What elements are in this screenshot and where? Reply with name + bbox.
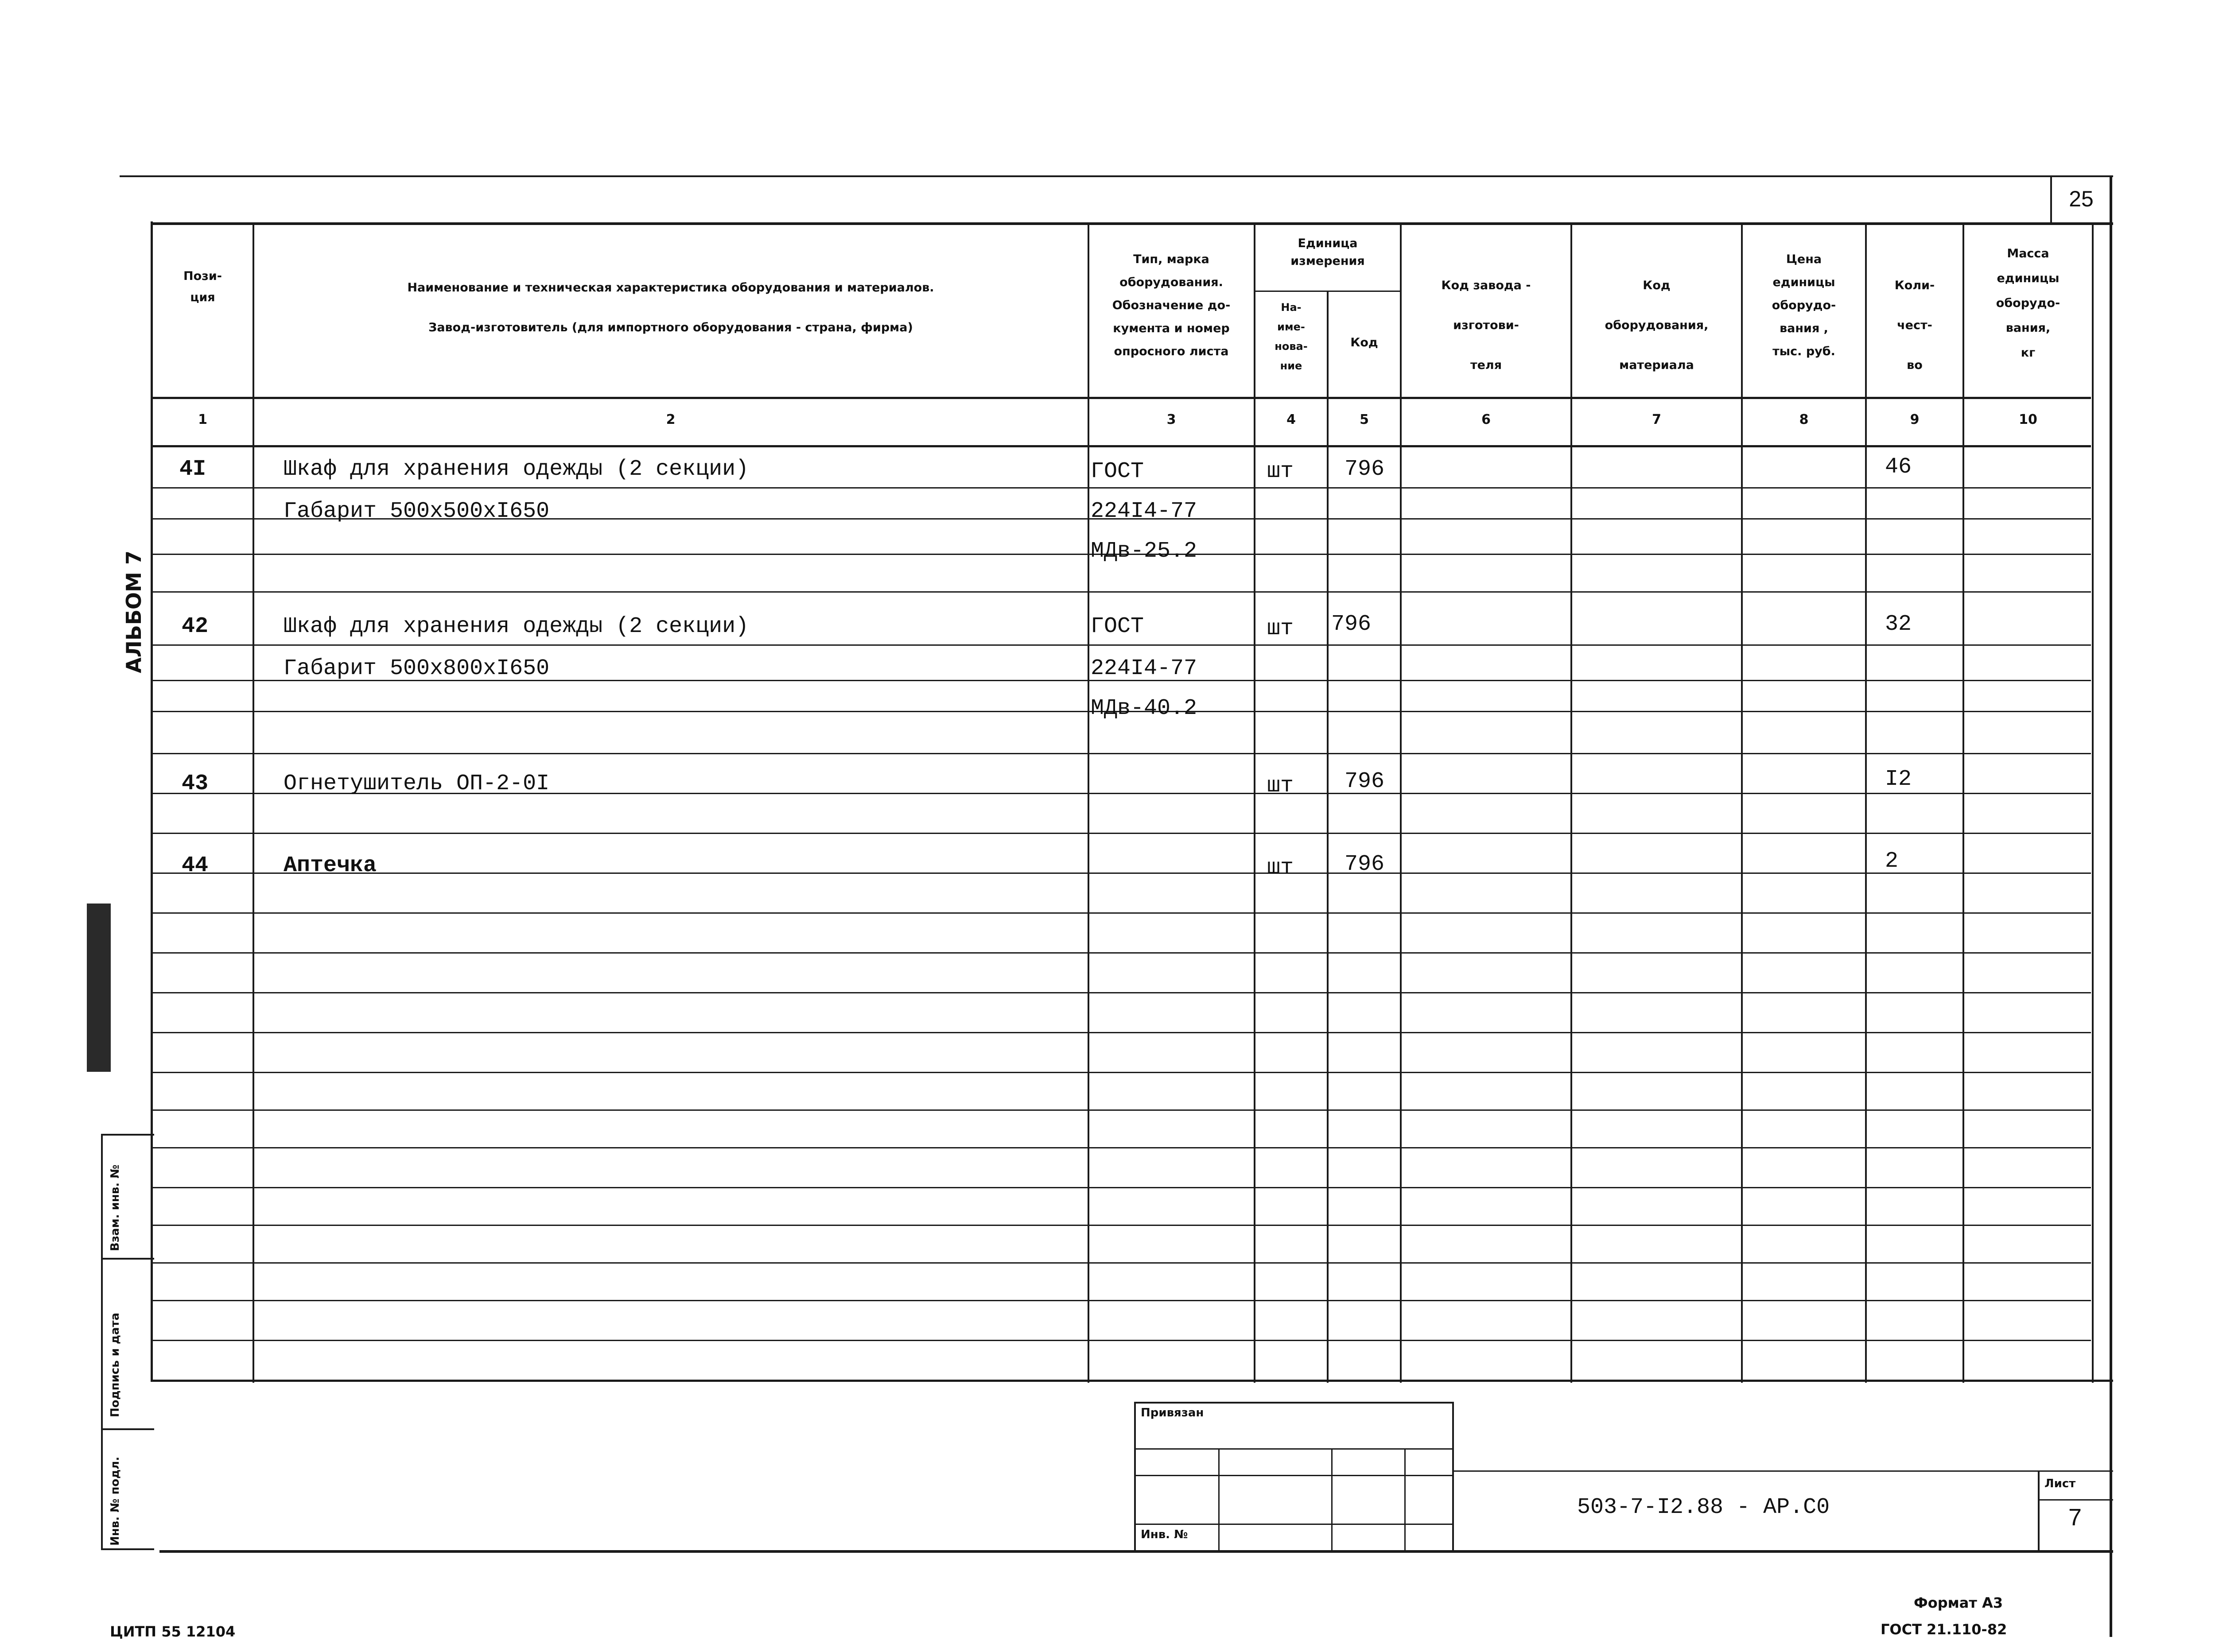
row-type: 224I4-77 [1091,499,1197,524]
row-qty: 32 [1885,612,1912,637]
side-stamp-inv: Инв. № подл. [109,1456,122,1546]
row-position: 44 [182,853,209,878]
col-number: 1 [198,412,207,427]
side-stamp-replace: Взам. инв. № [109,1164,122,1251]
privyazan-label: Привязан [1141,1406,1204,1419]
header-position: Пози- ция [183,269,222,304]
header-unit-group: Единица измерения [1290,237,1365,268]
row-type: МДв-40.2 [1091,696,1197,721]
header-type: Тип, марка оборудования. Обозначение до- кумента и номер опросного листа [1112,252,1231,358]
row-name: Шкаф для хранения одежды (2 секции) [284,457,749,482]
row-position: 43 [182,771,209,796]
row-name: Габарит 500x800xI650 [284,656,550,681]
side-stamp-signature: Подпись и дата [109,1312,122,1417]
header-factory-code: Код завода - изготови- теля [1441,279,1531,372]
footer-gost: ГОСТ 21.110-82 [1881,1621,2007,1638]
footer-format: Формат А3 [1914,1594,2003,1611]
col-number: 2 [666,412,676,427]
footer-left: ЦИТП 55 12104 [110,1623,236,1640]
row-position: 4I [179,457,206,482]
header-name: Наименование и техническая характеристика оборудования и материалов. Завод-изготовитель (для импортного оборудования - страна, фирма) [407,281,934,334]
frame-left [151,221,153,1382]
row-name: Шкаф для хранения одежды (2 секции) [284,614,749,639]
document-code: 503-7-I2.88 - АР.С0 [1577,1495,1830,1520]
row-code: 796 [1345,457,1385,482]
sheet-number: 25 [2069,186,2094,211]
row-code: 796 [1345,852,1385,877]
row-code: 796 [1331,612,1372,637]
col-number: 9 [1910,412,1920,427]
header-quantity: Коли- чест- во [1894,279,1935,372]
header-unit-name: На- име- нова- ние [1275,301,1308,372]
col-number: 3 [1166,412,1176,427]
row-qty: 46 [1885,454,1912,480]
frame-top [151,222,2113,225]
row-name: Аптечка [284,853,377,878]
row-unit: шт [1267,459,1294,484]
list-number: 7 [2068,1504,2082,1531]
header-price: Цена единицы оборудо- вания , тыс. руб. [1772,252,1836,358]
row-unit: шт [1267,616,1294,641]
col-number: 4 [1286,412,1296,427]
list-label: Лист [2044,1477,2076,1490]
row-unit: шт [1267,855,1294,880]
row-code: 796 [1345,769,1385,794]
row-qty: I2 [1885,767,1912,792]
col-number: 7 [1652,412,1661,427]
header-unit-code: Код [1350,336,1378,349]
inv-label: Инв. № [1141,1528,1188,1541]
header-equipment-code: Код оборудования, материала [1605,279,1709,372]
row-name: Огнетушитель ОП-2-0I [284,771,550,796]
header-mass: Масса единицы оборудо- вания, кг [1996,247,2060,360]
row-unit: шт [1267,773,1294,799]
binding-mark [87,904,111,1072]
frame-bottom [159,1550,2113,1553]
row-position: 42 [182,614,209,639]
col-number: 10 [2019,412,2037,427]
row-name: Габарит 500x500xI650 [284,499,550,524]
row-type: МДв-25.2 [1091,539,1197,564]
row-type: ГОСТ [1091,459,1144,484]
row-type: 224I4-77 [1091,656,1197,681]
frame-right [2110,175,2112,1637]
top-scan-line [120,175,2113,177]
row-type: ГОСТ [1091,614,1144,639]
col-number: 5 [1360,412,1369,427]
col-number: 6 [1481,412,1491,427]
album-label: АЛЬБОМ 7 [122,551,146,673]
row-qty: 2 [1885,849,1899,874]
col-number: 8 [1799,412,1809,427]
